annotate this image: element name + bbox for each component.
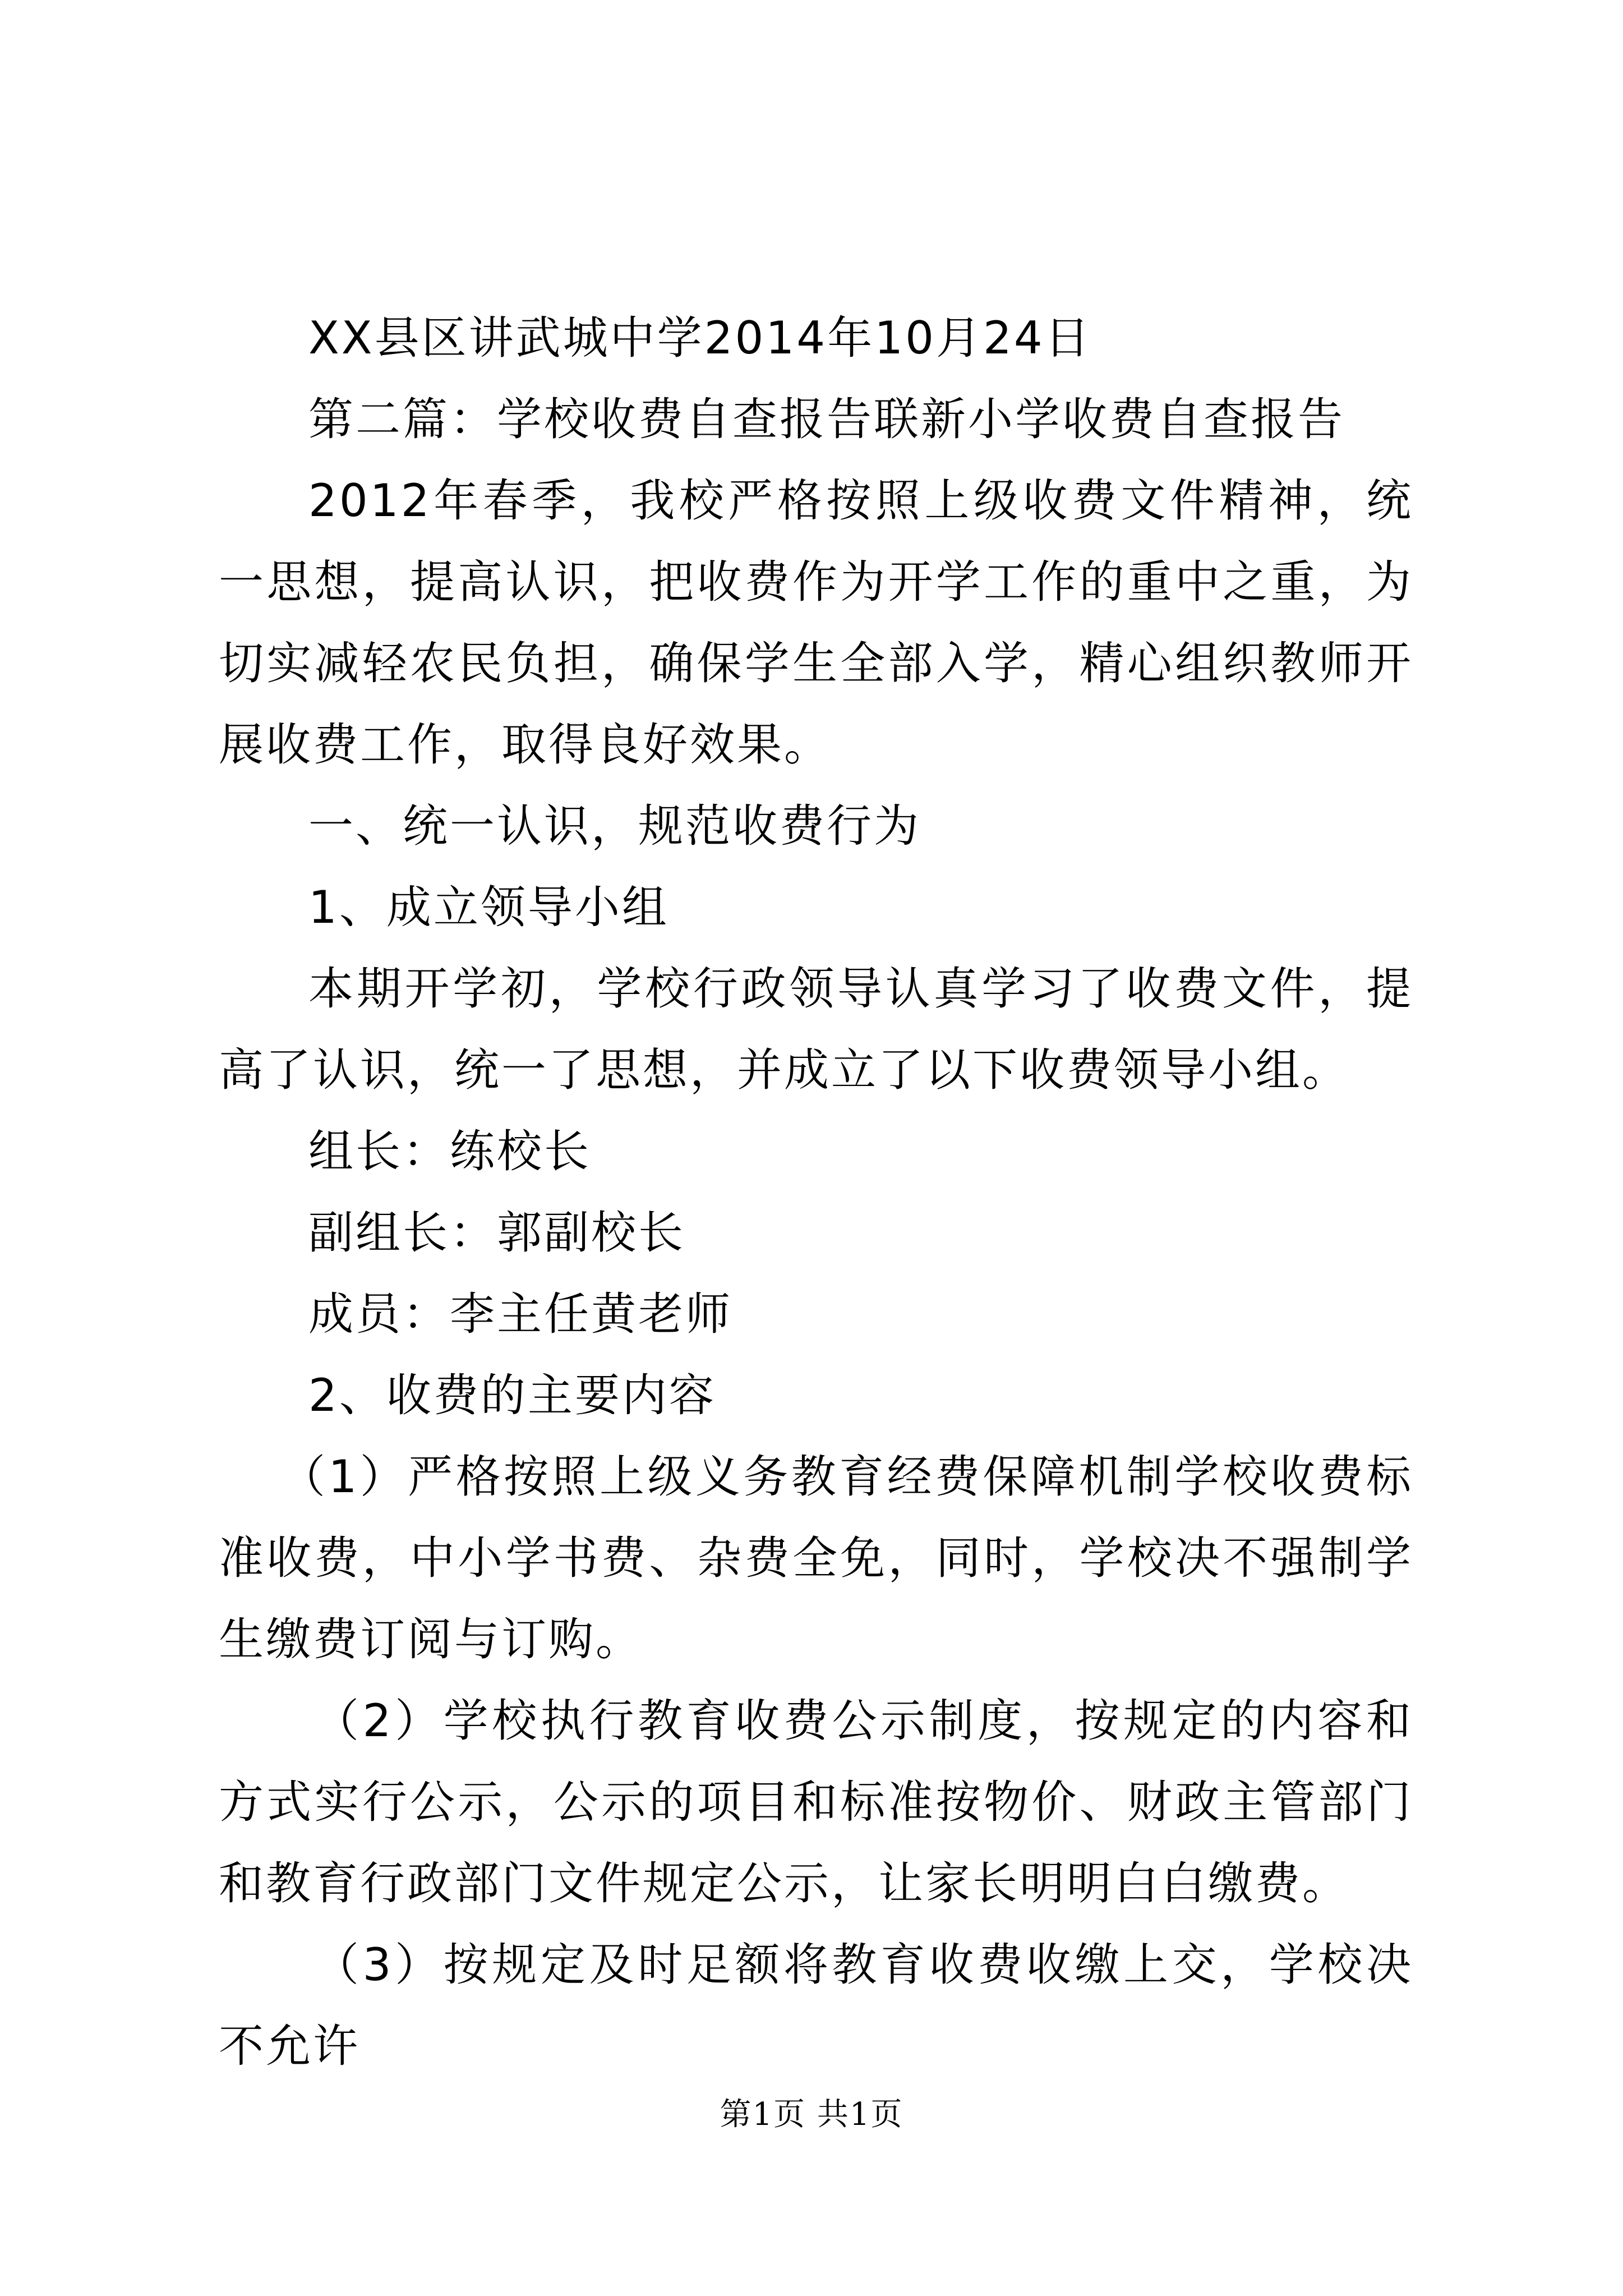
fee-item-2: （2）学校执行教育收费公示制度，按规定的内容和方式实行公示，公示的项目和标准按物价、财政主管部门和教育行政部门文件规定公示，让家长明明白白缴费。 bbox=[219, 1695, 1413, 1910]
group-leader-line: 组长：练校长 bbox=[308, 1125, 591, 1177]
group-deputy-line: 副组长：郭副校长 bbox=[308, 1207, 685, 1259]
fee-item-3: （3）按规定及时足额将教育收费收缴上交，学校决不允许 bbox=[219, 1939, 1413, 2072]
heading-fee-content: 2、收费的主要内容 bbox=[308, 1369, 716, 1421]
heading-leadership-group: 1、成立领导小组 bbox=[308, 881, 669, 933]
intro-paragraph: 2012年春季，我校严格按照上级收费文件精神，统一思想，提高认识，把收费作为开学工作的重中之重，为切实减轻农民负担，确保学生全部入学，精心组织教师开展收费工作，取得良好效果。 bbox=[219, 475, 1413, 771]
date-line: XX县区讲武城中学2014年10月24日 bbox=[308, 312, 1092, 364]
section-title: 第二篇：学校收费自查报告联新小学收费自查报告 bbox=[308, 393, 1345, 445]
group-intro-paragraph: 本期开学初，学校行政领导认真学习了收费文件，提高了认识，统一了思想，并成立了以下收费领导小组。 bbox=[219, 963, 1413, 1096]
page-number-label: 第1页 共1页 bbox=[720, 2096, 903, 2133]
fee-item-1: （1）严格按照上级义务教育经费保障机制学校收费标准收费，中小学书费、杂费全免，同时，学校决不强制学生缴费订阅与订购。 bbox=[219, 1451, 1413, 1665]
group-members-line: 成员：李主任黄老师 bbox=[308, 1288, 732, 1340]
page-footer bbox=[0, 2095, 1623, 2134]
heading-unify-understanding: 一、统一认识，规范收费行为 bbox=[308, 800, 921, 852]
document-body bbox=[219, 297, 1413, 2087]
